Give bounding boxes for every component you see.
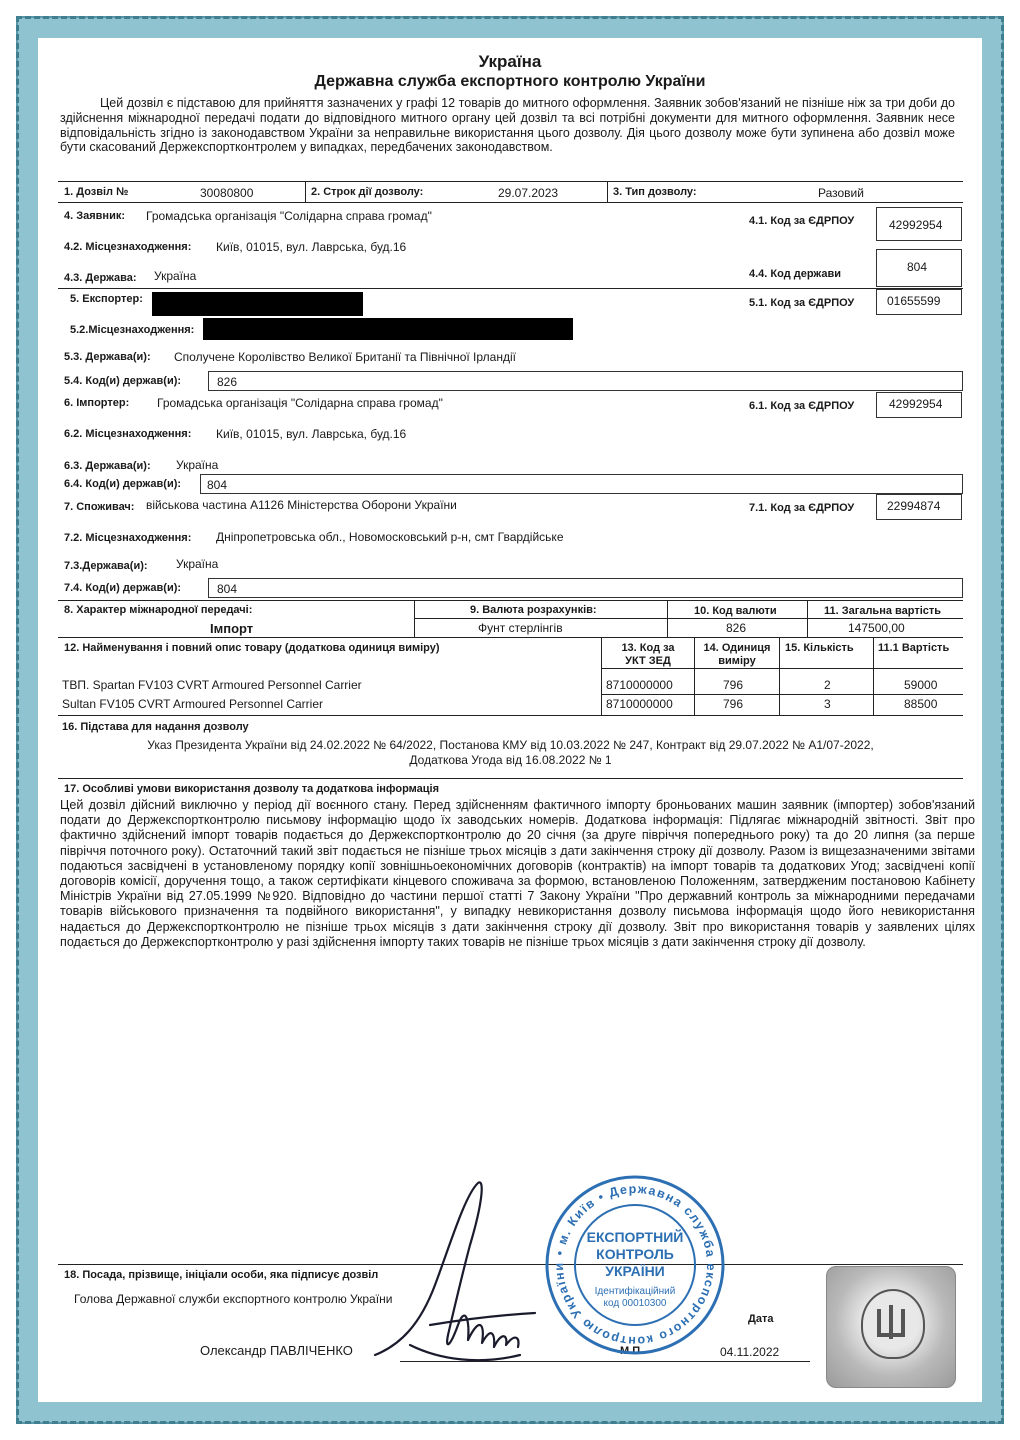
permit-no-value: 30080800 [200,186,254,200]
divider [779,637,780,715]
intro-paragraph: Цей дозвіл є підставою для прийняття зазначених у графі 12 товарів до митного оформлення. Заявник зобов'язаний не пізніше ніж за три доби до здійснення міжнародної передачі подати до відповідного митного органу цей дозвіл та всі потрібні документи для митного оформлення. Заявник несе відповідальність згідно із законодавством України за неправильне використання цього дозволу. Дія цього дозволу може бути зупинена або дозвіл може бути скасований Держекспортконтролем у випадках, передбачених законодавством. [60,96,955,155]
consumer-state: Україна [176,557,219,571]
goods-unit-header-2: виміру [718,655,756,667]
currency-label: 9. Валюта розрахунків: [470,604,597,616]
signer-name: Олександр ПАВЛІЧЕНКО [200,1343,353,1358]
signature-date: 04.11.2022 [720,1345,780,1359]
consumer-code: 804 [208,578,963,598]
special-label: 17. Особливі умови використання дозволу та додаткова інформація [64,783,440,795]
goods-item-qty: 2 [824,678,831,692]
currency-code: 826 [726,621,747,635]
importer-label: 6. Імпортер: [64,397,130,409]
goods-item-unit: 796 [723,678,744,692]
divider [58,202,963,203]
mp-label: М.П. [620,1345,644,1357]
importer-code-label: 6.4. Код(и) держав(и): [64,478,182,490]
divider [305,182,306,202]
stamp-line-2: КОНТРОЛЬ [596,1246,674,1262]
applicant-state-code-label: 4.4. Код держави [749,268,841,280]
currency-code-label: 10. Код валюти [694,605,777,617]
goods-item-name: ТВП. Spartan FV103 CVRT Armoured Personnel Carrier [62,678,362,692]
official-stamp [540,1170,730,1360]
total-label: 11. Загальна вартість [824,605,942,617]
currency: Фунт стерлінгів [478,621,563,635]
country-title: Україна [478,52,542,71]
consumer-code-label: 7.4. Код(и) держав(и): [64,582,182,594]
divider [58,637,963,638]
transfer-nature-label: 8. Характер міжнародної передачі: [64,604,253,616]
trident-emblem-icon [861,1289,925,1359]
divider [58,715,963,716]
goods-item-value: 59000 [904,678,938,692]
exporter-edrpou-label: 5.1. Код за ЄДРПОУ [749,297,855,309]
term-label: 2. Строк дії дозволу: [311,186,424,198]
applicant-state: Україна [154,269,197,283]
goods-item-name: Sultan FV105 CVRT Armoured Personnel Carrier [62,697,324,711]
transfer-nature: Імпорт [210,621,254,636]
divider [58,600,963,601]
applicant-edrpou: 42992954 [876,207,962,241]
divider [58,778,963,779]
redaction-bar [152,292,363,316]
goods-name-header: 12. Найменування і повний опис товару (додаткова одиниця виміру) [64,642,440,654]
importer-code: 804 [200,474,963,494]
stamp-id-code: код 00010300 [603,1298,667,1309]
goods-qty-header: 15. Кількість [785,642,854,654]
total: 147500,00 [848,621,905,635]
divider [873,637,874,715]
divider [607,182,608,202]
exporter-state: Сполучене Королівство Великої Британії та Північної Ірландії [174,350,516,364]
signer-position: Голова Державної служби експортного контролю України [74,1292,393,1306]
goods-item-value: 88500 [904,697,938,711]
hologram-seal [826,1266,956,1388]
basis-line-2: Додаткова Угода від 16.08.2022 № 1 [409,753,612,767]
stamp-line-1: ЕКСПОРТНИЙ [586,1229,684,1245]
applicant-loc-label: 4.2. Місцезнаходження: [64,241,192,253]
exporter-code: 826 [208,371,963,391]
applicant-label: 4. Заявник: [64,210,125,222]
consumer-state-label: 7.3.Держава(и): [64,560,148,572]
date-label: Дата [748,1313,774,1325]
applicant-edrpou-label: 4.1. Код за ЄДРПОУ [749,215,855,227]
signature-label: 18. Посада, прізвище, ініціали особи, яка підписує дозвіл [64,1269,379,1281]
consumer-loc: Дніпропетровська обл., Новомосковський р-н, смт Гвардійське [216,530,564,544]
importer-loc: Київ, 01015, вул. Лаврська, буд.16 [216,427,407,441]
handwritten-signature [370,1175,550,1380]
goods-code-header-2: УКТ ЗЕД [625,655,671,667]
basis-label: 16. Підстава для надання дозволу [62,721,249,733]
consumer-name: військова частина А1126 Міністерства Оборони України [146,498,457,512]
applicant-loc: Київ, 01015, вул. Лаврська, буд.16 [216,240,407,254]
divider [58,288,963,289]
permit-no-label: 1. Дозвіл № [64,186,129,198]
stamp-line-3: УКРАЇНИ [605,1263,665,1279]
applicant-state-code: 804 [876,249,962,287]
applicant-state-label: 4.3. Держава: [64,272,137,284]
stamp-id-label: Ідентифікаційний [594,1286,676,1297]
goods-item-code: 8710000000 [606,678,673,692]
exporter-state-label: 5.3. Держава(и): [64,351,151,363]
basis-line-1: Указ Президента України від 24.02.2022 № 64/2022, Постанова КМУ від 10.03.2022 № 247, Контракт від 29.07.2022 № А1/07-2022, [147,738,874,752]
special-text: Цей дозвіл дійсний виключно у період дії воєнного стану. Перед здійсненням фактичного імпорту броньованих машин заявник (імпортер) зобов'язаний подати до Держекспортконтролю письмову інформацію щодо їх заводських номерів. Додаткова інформація: Підлягає міжнародній звітності. Звіт про фактично здійснений імпорт товарів подається до Держекспортконтролю до 20 січня (за друге півріччя попереднього року) та до 20 липня (за перше півріччя поточного року). Остаточний такий звіт подається не пізніше трьох місяців з дати закінчення строку дії дозволу. Разом із вищезазначеними звітами подаються засвідчені в установленому порядку копії зовнішньоекономічних договорів (контрактів) на імпорт товарів та додаткових Угод; засвідчені копії договорів комісії, доручення тощо, а також сертифікати кінцевого споживача за формою, встановленою Положенням, затвердженим постановою Кабінету Міністрів України від 27.05.1999 №920. Відповідно до частини першої статті 7 Закону України "Про державний контроль за міжнародними передачами товарів військового призначення та подвійного використання", у випадку невикористання дозволу письмова інформація щодо його невикористання надається до Держекспортконтролю не пізніше трьох місяців з дати закінчення строку дії дозволу. Звіт про використання товарів у заявлених цілях подається до Держекспортконтролю у разі здійснення імпорту таких товарів не пізніше трьох місяців з дати закінчення строку дії дозволу. [60,798,975,949]
importer-loc-label: 6.2. Місцезнаходження: [64,428,192,440]
goods-value-header: 11.1 Вартість [878,642,950,654]
consumer-loc-label: 7.2. Місцезнаходження: [64,532,192,544]
importer-edrpou: 42992954 [876,392,962,418]
consumer-edrpou: 22994874 [876,494,962,520]
importer-state-label: 6.3. Держава(и): [64,460,151,472]
goods-item-code: 8710000000 [606,697,673,711]
type-label: 3. Тип дозволу: [613,186,697,198]
goods-unit-header: 14. Одиниця [703,642,771,654]
exporter-loc-label: 5.2.Місцезнаходження: [70,324,195,336]
goods-item-unit: 796 [723,697,744,711]
exporter-label: 5. Експортер: [70,293,143,305]
stamp-ring-text: • м. Київ • Державна служба експортного контролю України [551,1181,719,1349]
importer-state: Україна [176,458,219,472]
importer-name: Громадська організація "Солідарна справа громад" [157,396,443,410]
type-value: Разовий [818,186,864,200]
divider [414,618,963,619]
consumer-label: 7. Споживач: [64,501,135,513]
goods-item-qty: 3 [824,697,831,711]
goods-code-header: 13. Код за [621,642,675,654]
exporter-code-label: 5.4. Код(и) держав(и): [64,375,182,387]
consumer-edrpou-label: 7.1. Код за ЄДРПОУ [749,502,855,514]
agency-title: Державна служба експортного контролю України [314,73,706,90]
applicant-name: Громадська організація "Солідарна справа громад" [146,209,432,223]
divider [601,668,963,669]
divider [601,694,963,695]
redaction-bar [203,318,573,340]
exporter-edrpou: 01655599 [876,289,962,315]
importer-edrpou-label: 6.1. Код за ЄДРПОУ [749,400,855,412]
term-value: 29.07.2023 [498,186,559,200]
divider [58,181,963,182]
